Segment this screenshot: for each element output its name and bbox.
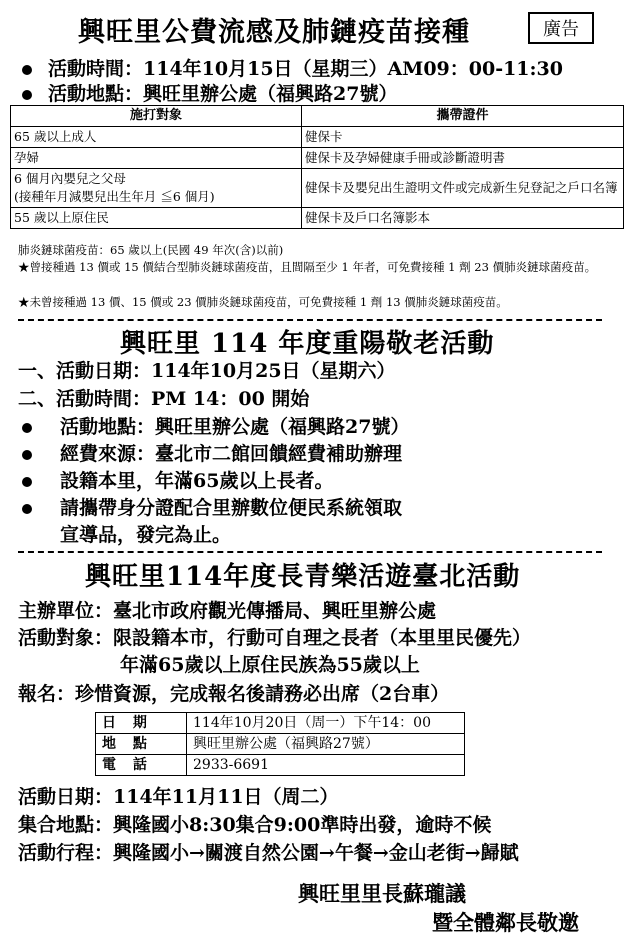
info-key: 日 期: [96, 713, 187, 734]
flu-place-line: [22, 79, 397, 106]
table-header: 施打對象: [11, 106, 302, 127]
table-row: [11, 169, 624, 208]
trip-meeting-place: 集合地點：興隆國小8:30集合9:00準時出發，逾時不候: [18, 814, 492, 836]
signature-line1: 興旺里里長蘇瓏議: [298, 881, 466, 906]
vaccine-table: [10, 105, 624, 229]
table-cell: 健保卡及戶口名簿影本: [302, 208, 624, 229]
trip-organizer: 主辦單位：臺北市政府觀光傳播局、興旺里辦公處: [18, 600, 437, 622]
bullet-icon: [22, 423, 32, 433]
table-cell: 55 歲以上原住民: [11, 208, 302, 229]
elder-bullet-text: 活動地點：興旺里辦公處（福興路27號）: [60, 416, 410, 438]
bullet-icon: [22, 65, 32, 75]
trip-activity-date: 活動日期：114年11月11日（周二）: [18, 786, 339, 808]
elder-bullet-text: 經費來源：臺北市二館回饋經費補助辦理: [60, 443, 403, 465]
info-key: 地 點: [96, 734, 187, 755]
elder-bullet-text: 設籍本里，年滿65歲以上長者。: [60, 470, 334, 492]
pneumo-note: 肺炎鏈球菌疫苗：65 歲以上(民國 49 年次(含)以前): [18, 243, 284, 257]
flu-time-line: [22, 54, 563, 81]
table-header-row: [11, 106, 624, 127]
ad-badge: 廣告: [528, 12, 594, 44]
elder-bullet: [22, 466, 333, 493]
bullet-icon: [22, 504, 32, 514]
info-value: 興旺里辦公處（福興路27號）: [187, 734, 465, 755]
table-row: [96, 755, 465, 776]
divider: [18, 551, 602, 553]
table-row: [96, 713, 465, 734]
elder-bullet: [22, 493, 402, 520]
elder-bullet: [22, 439, 402, 466]
info-key: 電 話: [96, 755, 187, 776]
signature-line2: 暨全體鄰長敬邀: [432, 910, 579, 935]
elder-title: 興旺里 114 年度重陽敬老活動: [120, 329, 495, 359]
bullet-icon: [22, 477, 32, 487]
flu-time: 活動時間：114年10月15日（星期三）AM09：00-11:30: [48, 58, 563, 80]
table-cell: 孕婦: [11, 148, 302, 169]
table-row: [11, 127, 624, 148]
table-row: [96, 734, 465, 755]
table-row: [11, 148, 624, 169]
elder-bullet: [22, 412, 409, 439]
table-cell: 6 個月內嬰兒之父母 (接種年月減嬰兒出生年月 ≦6 個月): [11, 169, 302, 208]
divider: [18, 319, 602, 321]
flu-place: 活動地點：興旺里辦公處（福興路27號）: [48, 83, 398, 105]
pneumo-note: ★未曾接種過 13 價、15 價或 23 價肺炎鏈球菌疫苗，可免費接種 1 劑 13 價肺炎鏈球菌疫苗。: [18, 295, 508, 309]
table-cell: 健保卡: [302, 127, 624, 148]
trip-target: 活動對象：限設籍本市，行動可自理之長者（本里里民優先）: [18, 627, 532, 649]
elder-time: 二、活動時間：PM 14：00 開始: [18, 388, 310, 410]
trip-itinerary: 活動行程：興隆國小→關渡自然公園→午餐→金山老街→歸賦: [18, 842, 519, 864]
table-cell: 健保卡及嬰兒出生證明文件或完成新生兒登記之戶口名簿: [302, 169, 624, 208]
bullet-icon: [22, 450, 32, 460]
elder-date: 一、活動日期：114年10月25日（星期六）: [18, 360, 396, 382]
table-cell: 65 歲以上成人: [11, 127, 302, 148]
elder-bullet-text: 請攜帶身分證配合里辦數位便民系統領取: [60, 497, 403, 519]
table-cell: 健保卡及孕婦健康手冊或診斷證明書: [302, 148, 624, 169]
info-value: 2933-6691: [187, 755, 465, 776]
flu-title: 興旺里公費流感及肺鏈疫苗接種: [78, 17, 470, 48]
trip-title: 興旺里114年度長青樂活遊臺北活動: [85, 562, 521, 592]
trip-target-continued: 年滿65歲以上原住民族為55歲以上: [120, 654, 420, 676]
pneumo-note: ★曾接種過 13 價或 15 價結合型肺炎鏈球菌疫苗，且間隔至少 1 年者，可免費接種 1 劑 23 價肺炎鏈球菌疫苗。: [18, 260, 597, 274]
signup-info-table: [95, 712, 465, 776]
elder-bullet-continued: 宣導品，發完為止。: [60, 524, 232, 546]
table-header: 攜帶證件: [302, 106, 624, 127]
info-value: 114年10月20日（周一）下午14：00: [187, 713, 465, 734]
bullet-icon: [22, 90, 32, 100]
trip-signup: 報名：珍惜資源，完成報名後請務必出席（2台車）: [18, 683, 450, 705]
table-row: [11, 208, 624, 229]
